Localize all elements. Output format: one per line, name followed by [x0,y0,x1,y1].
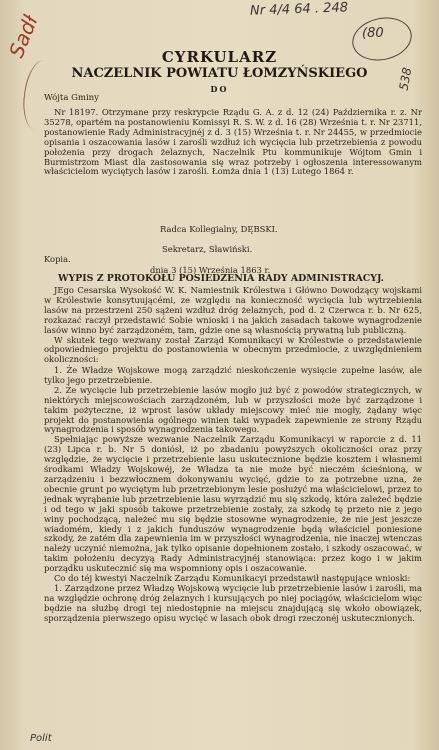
handwritten-red-note: Sadł [4,11,43,61]
paragraph: Nr 18197. Otrzymane przy reskrypcie Rządu G. A. z d. 12 (24) Października r. z. Nr 35278, opartém na postanowieniu Komissyi R. S. W. z d. 16 (28) Września t. r. Nr 23711, postanowienie Rady Administracyjnéj z d. 3 (15) Września t. r. Nr 24455, w przedmiocie opisania i oszacowania lasów i zarośli wzdłuż ich wycięcia lub przetrzebienia z powodu położenia przy drogach żelaznych, Naczelnik Ptu kommunikuje Wójtom Gmin i Burmistrzom Miast dla zastosowania się wraz potrzeby i ogłoszenia interessowanym właścicielom wyciętych lasów i zarośli. Łomża dnia 1 (13) Lutego 1864 r. [44,107,422,177]
paragraph: Co do téj kwestyi Naczelnik Zarządu Komunikacyi przedstawił następujące wnioski: [54,573,411,584]
copy-label: Kopia. [44,254,71,264]
paragraph: 1. Zarządzone przez Władzę Wojskową wycięcie lub przetrzebienie lasów i zarośli, ma na względzie ochronę dróg żelaznych i kursujących po niej pociągów, właścicielom więc będzie na służbę drogi tej niedostępnie na miejscu znajdującą się wkoło obowiązek, sporządzenia pierwszego opisu wycięć w lasach obok drogi rzeczonéj uskutecznionych. [44,582,422,623]
document-title: CYRKULARZ [161,48,278,66]
protocol-points [44,366,422,624]
signature-councillor: Radca Kollegialny, DĘBSKI. [160,224,278,234]
protocol-heading: WYPIS Z PROTOKÓŁU POSIEDZENIA RADY ADMINISTRACYJ. [58,273,384,284]
handwritten-bottom-note: Polit [30,733,52,744]
protocol-intro [44,286,422,365]
protocol-date: dnia 3 (15) Września 1863 r. [150,265,271,275]
paragraph: W skutek tego wezwany został Zarząd Komunikacyi w Królestwie o przedstawienie odpowiedniego projektu do postanowienia w obecnym przedmiocie, z uwzględnieniem okoliczności: [44,334,422,365]
document-subtitle: NACZELNIK POWIATU ŁOMZYŃSKIEGO [71,66,368,81]
signature-secretary: Sekretarz, Sławiński. [162,244,253,254]
addressee: Wójta Gminy [44,93,99,103]
paragraph: JEgo Cesarska Wysokość W. K. Namiestnik Królestwa i Główno Dowodzący wojskami w Królestwie konsytuującémi, ze względu na konieczność wycięcia lub wytrzebienia lasów na przestrzeni 250 sążeni wzdłuż dróg żelaznych, pod d. 2 Czerwca r. b. Nr 625, rozkazać raczył przedstawić Sobie wnioski i na jakich zasadach takowe wynagrodzenie lasów winno być zarządzoném, tam, gdzie one są własnością prywatną lub publiczną. [44,285,422,335]
circular-body [44,108,422,177]
handwritten-side-number: 538 [396,66,415,92]
paragraph: Spełniając powyższe wezwanie Naczelnik Zarządu Komunikacyi w raporcie z d. 11 (23) Lipca r. b. Nr 5 doniósł, iż po zbadaniu powyższych okoliczności oraz przy względzie, że wycięcie i przetrzebienie lasu uskutecznione będzie kosztem i własnemi środkami Władzy Wojskowéj, że Władza ta nie może być nieczém ścieśnioną, w zarządzeniu i bezzwłocznem dokonywaniu wycięć, gdzie to za potrzebne uzna, że obecnie grunt po wyciętym lub przetrzebionym lesie posłużyć ma właścicielowi, przez to jednak wyrąbanie lub przetrzebienie lasu wyrządzić mu się szkodę, która zależeć będzie i od tego w jaki sposób takowe przetrzebienie zostały, za szkodę tę przeto nie z jego winy pochodzącą, należeć mu się będzie stosowne wynagrodzenie, że nie jest jeszcze wiadomém, kiedy i z jakich funduszów wynagrodzenie będą właściciel poniesione szkody, że zatém dla zapewnienia im w przyszłości wynagrodzenia, nie inaczej wtenczas należy uczynić niemożna, jak tylko opisanie dopełnionem zostało, i szkody oszacować, w takim położeniu decyzyą Rady Administracyjnéj stanowiąca: przez kogo i w jakim porządku uskutecznić się ma wspomniony opis i oszacowanie. [44,434,422,574]
document-to: DO [210,84,229,94]
handwritten-reference-top: Nr 4/4 64 . 248 [249,0,349,19]
paragraph: 1. Że Władze Wojskowe mogą zarządzić nieskończenie wysięcie zupełne lasów, ale tylko jego przetrzebienie. [44,365,422,385]
paragraph: 2. Że wycięcie lub przetrzebienie lasów mogło już być z powodów strategicznych, w niektórych miejscowościach zarządzoném, lub w przyszłości może być zarządzone i takim pożyteczne, iż wprost lasów układy miejscowy mieć nie mogły, żądany więc projekt do postanowienia ogólnego winien taki wypadek zapewnienie ze strony Rządu wynagrodzenia i sposób wynagrodzenia takowego. [44,384,422,435]
handwritten-circled-number: (80 [362,26,384,41]
